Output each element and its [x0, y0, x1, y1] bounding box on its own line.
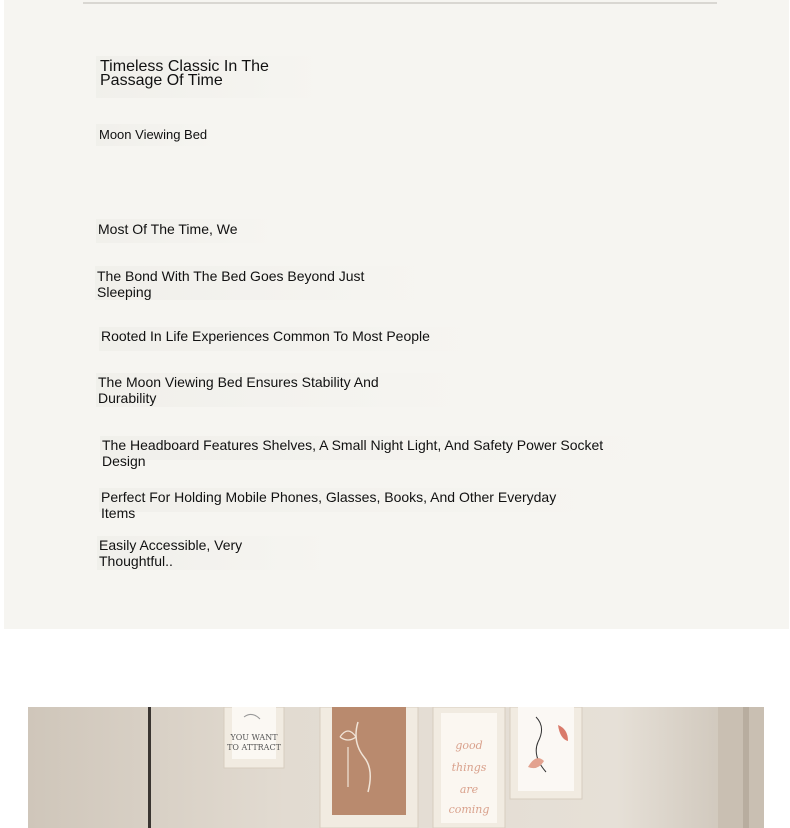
picture-frame: [224, 707, 284, 768]
section-subtitle: Moon Viewing Bed: [96, 124, 216, 146]
picture-frame: [433, 707, 505, 828]
frame-caption: things: [451, 761, 487, 774]
section-title: Timeless Classic In The Passage Of Time: [96, 56, 324, 98]
feature-line: The Headboard Features Shelves, A Small Night Light, And Safety Power Socket Design: [100, 436, 655, 460]
feature-line: [96, 373, 468, 407]
divider: [83, 2, 717, 4]
wall-edge: [148, 707, 151, 828]
curtain: [718, 707, 764, 828]
feature-line: Perfect For Holding Mobile Phones, Glasses, Books, And Other Everyday Items: [99, 488, 599, 512]
feature-line: [97, 536, 332, 570]
feature-line: [95, 266, 430, 300]
photo-illustration: [28, 707, 764, 828]
frame-caption: YOU WANT: [230, 733, 278, 742]
frame-caption: coming: [448, 803, 490, 816]
frame-caption: good: [455, 739, 483, 752]
frame-caption: are: [459, 783, 479, 796]
feature-line-text: The Bond With The Bed Goes Beyond Just Sleeping: [97, 268, 365, 300]
feature-line: Rooted In Life Experiences Common To Most People: [99, 327, 479, 351]
picture-frame: [510, 707, 582, 799]
feature-line-text: Easily Accessible, Very Thoughtful..: [99, 537, 243, 569]
picture-frame: [320, 707, 418, 828]
product-photo: [28, 707, 764, 828]
feature-line: Most Of The Time, We: [96, 219, 276, 243]
frame-caption: TO ATTRACT: [227, 743, 281, 752]
feature-line-text: The Moon Viewing Bed Ensures Stability And Durability: [98, 374, 379, 406]
